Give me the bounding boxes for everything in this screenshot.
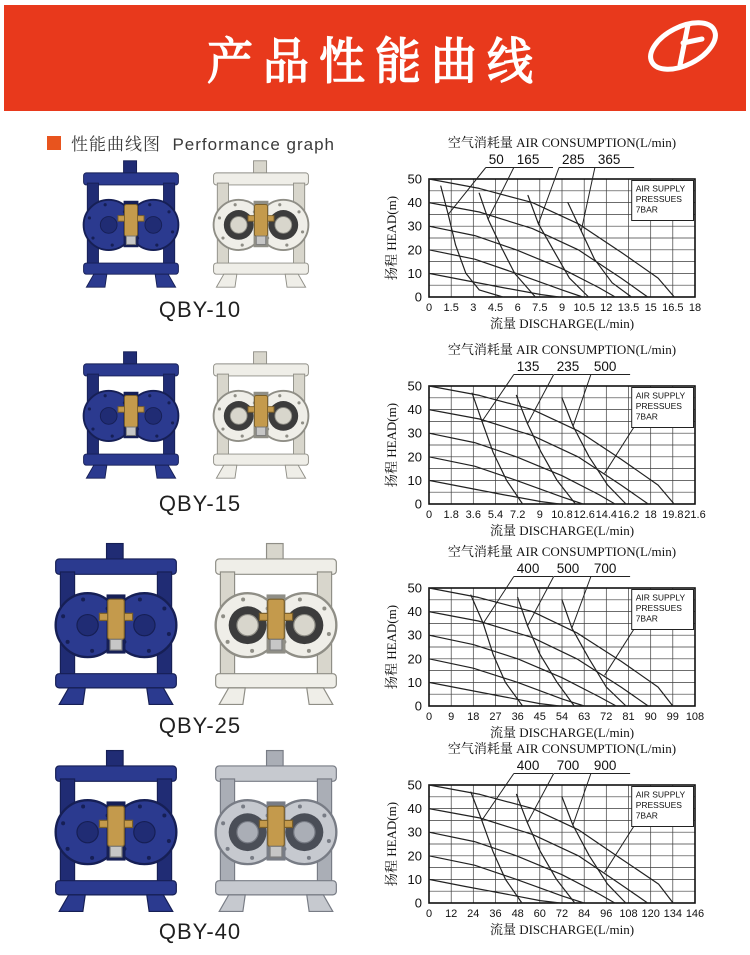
svg-text:700: 700 <box>593 561 617 576</box>
section-title <box>71 130 335 155</box>
svg-text:0: 0 <box>425 908 433 920</box>
svg-text:50: 50 <box>407 777 422 793</box>
performance-chart-qby-25 <box>383 540 745 740</box>
svg-text:12.6: 12.6 <box>573 509 595 521</box>
model-label: QBY-40 <box>158 919 242 944</box>
svg-text:3.6: 3.6 <box>465 509 481 521</box>
model-label: QBY-10 <box>158 297 242 322</box>
svg-text:7BAR: 7BAR <box>635 411 658 422</box>
svg-text:18: 18 <box>644 509 657 521</box>
svg-text:PRESSUES: PRESSUES <box>635 194 682 204</box>
svg-text:19.8: 19.8 <box>662 509 684 521</box>
svg-text:10: 10 <box>407 871 422 887</box>
svg-text:50: 50 <box>488 152 504 167</box>
svg-text:50: 50 <box>407 171 422 187</box>
svg-text:63: 63 <box>578 711 591 723</box>
performance-chart-qby-15 <box>383 338 745 538</box>
svg-text:120: 120 <box>641 908 660 920</box>
svg-text:AIR SUPPLY: AIR SUPPLY <box>635 390 686 401</box>
svg-text:9: 9 <box>448 711 455 723</box>
svg-text:10: 10 <box>407 472 422 488</box>
svg-text:400: 400 <box>516 561 540 576</box>
svg-text:40: 40 <box>407 801 422 817</box>
product-block-qby-25 <box>36 540 356 708</box>
pump-image-pair <box>36 540 356 708</box>
chart-title: 空气消耗量 AIR CONSUMPTION(L/min) <box>447 135 677 150</box>
page-title: 产品性能曲线 <box>207 33 543 90</box>
product-block-qby-10 <box>36 158 356 290</box>
svg-text:7BAR: 7BAR <box>635 810 658 821</box>
svg-text:16.2: 16.2 <box>617 509 640 521</box>
svg-text:10.8: 10.8 <box>551 509 573 521</box>
section-bullet-icon <box>47 136 61 150</box>
svg-text:10.5: 10.5 <box>573 302 595 314</box>
svg-text:0: 0 <box>414 496 422 512</box>
svg-text:24: 24 <box>467 908 480 920</box>
chart-svg <box>383 338 745 538</box>
svg-text:7.2: 7.2 <box>510 509 526 521</box>
svg-text:165: 165 <box>516 152 540 167</box>
chart-xlabel: 流量 DISCHARGE(L/min) <box>489 523 635 538</box>
pump-image-pair <box>36 747 356 915</box>
svg-text:30: 30 <box>407 627 422 643</box>
svg-text:60: 60 <box>533 908 546 920</box>
chart-title: 空气消耗量 AIR CONSUMPTION(L/min) <box>447 544 677 559</box>
svg-text:54: 54 <box>555 711 569 723</box>
svg-text:20: 20 <box>407 242 422 258</box>
svg-text:135: 135 <box>516 359 540 374</box>
svg-text:7.5: 7.5 <box>532 302 548 314</box>
svg-text:3: 3 <box>470 302 477 314</box>
svg-text:21.6: 21.6 <box>684 509 706 521</box>
svg-text:146: 146 <box>685 908 705 920</box>
pump-photo-qby-25-white <box>205 540 347 708</box>
svg-text:1.8: 1.8 <box>443 509 459 521</box>
section-header <box>47 130 335 155</box>
chart-title: 空气消耗量 AIR CONSUMPTION(L/min) <box>447 342 677 357</box>
svg-text:12: 12 <box>600 302 613 314</box>
performance-chart-qby-10 <box>383 131 745 331</box>
svg-text:0: 0 <box>425 302 433 314</box>
svg-text:PRESSUES: PRESSUES <box>635 603 682 613</box>
svg-text:400: 400 <box>516 758 540 773</box>
svg-text:900: 900 <box>593 758 617 773</box>
section-title-cn: 性能曲线图 <box>71 135 161 154</box>
svg-text:40: 40 <box>407 195 422 211</box>
svg-text:45: 45 <box>533 711 546 723</box>
product-block-qby-15 <box>36 349 356 481</box>
svg-text:7BAR: 7BAR <box>635 204 658 215</box>
svg-text:4.5: 4.5 <box>487 302 504 314</box>
chart-ylabel: 扬程 HEAD(m) <box>384 604 399 690</box>
chart-ylabel: 扬程 HEAD(m) <box>384 402 399 488</box>
svg-text:40: 40 <box>407 604 422 620</box>
svg-text:7BAR: 7BAR <box>635 613 658 624</box>
svg-text:9: 9 <box>558 302 566 314</box>
svg-text:108: 108 <box>619 908 638 920</box>
pump-image-pair <box>36 349 356 481</box>
svg-text:99: 99 <box>666 711 679 723</box>
pump-image-pair <box>36 158 356 290</box>
svg-text:235: 235 <box>556 359 580 374</box>
svg-text:40: 40 <box>407 402 422 418</box>
chart-svg <box>383 540 745 740</box>
svg-text:700: 700 <box>556 758 580 773</box>
pump-photo-qby-25-blue <box>45 540 187 708</box>
model-label: QBY-15 <box>158 491 242 516</box>
svg-text:5.4: 5.4 <box>487 509 504 521</box>
svg-text:13.5: 13.5 <box>617 302 640 314</box>
svg-text:1.5: 1.5 <box>443 302 459 314</box>
svg-text:14.4: 14.4 <box>595 509 618 521</box>
svg-text:PRESSUES: PRESSUES <box>635 800 682 810</box>
svg-text:134: 134 <box>663 908 682 920</box>
svg-text:500: 500 <box>556 561 580 576</box>
svg-text:20: 20 <box>407 651 422 667</box>
svg-text:0: 0 <box>425 711 433 723</box>
svg-text:AIR SUPPLY: AIR SUPPLY <box>635 789 686 800</box>
chart-ylabel: 扬程 HEAD(m) <box>384 195 399 281</box>
svg-text:30: 30 <box>407 824 422 840</box>
pump-photo-qby-40-blue <box>45 747 187 915</box>
pump-photo-qby-40-silver <box>205 747 347 915</box>
header-banner <box>4 5 746 111</box>
chart-svg <box>383 737 745 937</box>
svg-text:AIR SUPPLY: AIR SUPPLY <box>635 183 686 194</box>
svg-text:0: 0 <box>414 698 422 714</box>
svg-text:90: 90 <box>644 711 657 723</box>
chart-xlabel: 流量 DISCHARGE(L/min) <box>489 725 635 740</box>
svg-text:108: 108 <box>685 711 705 723</box>
svg-text:10: 10 <box>407 265 422 281</box>
svg-text:0: 0 <box>414 895 422 911</box>
svg-text:84: 84 <box>578 908 591 920</box>
chart-xlabel: 流量 DISCHARGE(L/min) <box>489 922 635 937</box>
svg-text:9: 9 <box>536 509 543 521</box>
svg-text:0: 0 <box>425 509 433 521</box>
chart-xlabel: 流量 DISCHARGE(L/min) <box>489 316 635 331</box>
svg-text:30: 30 <box>407 218 422 234</box>
svg-text:18: 18 <box>688 302 702 314</box>
svg-text:72: 72 <box>555 908 569 920</box>
svg-text:50: 50 <box>407 378 422 394</box>
svg-text:20: 20 <box>407 449 422 465</box>
svg-text:27: 27 <box>489 711 502 723</box>
svg-text:12: 12 <box>445 908 458 920</box>
svg-text:18: 18 <box>467 711 480 723</box>
svg-text:PRESSUES: PRESSUES <box>635 401 682 411</box>
svg-text:16.5: 16.5 <box>662 302 684 314</box>
svg-text:96: 96 <box>600 908 613 920</box>
pump-photo-qby-15-white <box>205 349 317 481</box>
chart-title: 空气消耗量 AIR CONSUMPTION(L/min) <box>447 741 677 756</box>
model-label: QBY-25 <box>158 713 242 738</box>
svg-text:6: 6 <box>514 302 521 314</box>
pump-photo-qby-15-blue <box>75 349 187 481</box>
product-block-qby-40 <box>36 747 356 915</box>
svg-text:50: 50 <box>407 580 422 596</box>
svg-text:72: 72 <box>600 711 613 723</box>
chart-svg <box>383 131 745 331</box>
svg-text:48: 48 <box>511 908 524 920</box>
svg-text:285: 285 <box>562 152 585 167</box>
performance-chart-qby-40 <box>383 737 745 937</box>
svg-text:AIR SUPPLY: AIR SUPPLY <box>635 592 686 603</box>
pump-photo-qby-10-blue <box>75 158 187 290</box>
svg-text:36: 36 <box>489 908 502 920</box>
svg-text:15: 15 <box>644 302 657 314</box>
svg-text:0: 0 <box>414 289 422 305</box>
svg-text:500: 500 <box>593 359 617 374</box>
svg-text:365: 365 <box>597 152 621 167</box>
section-title-en: Performance graph <box>172 135 335 154</box>
brand-logo-icon <box>644 15 722 82</box>
pump-photo-qby-10-white <box>205 158 317 290</box>
svg-text:20: 20 <box>407 848 422 864</box>
chart-ylabel: 扬程 HEAD(m) <box>384 801 399 887</box>
svg-text:10: 10 <box>407 674 422 690</box>
svg-text:30: 30 <box>407 425 422 441</box>
svg-text:36: 36 <box>511 711 524 723</box>
svg-text:81: 81 <box>622 711 635 723</box>
